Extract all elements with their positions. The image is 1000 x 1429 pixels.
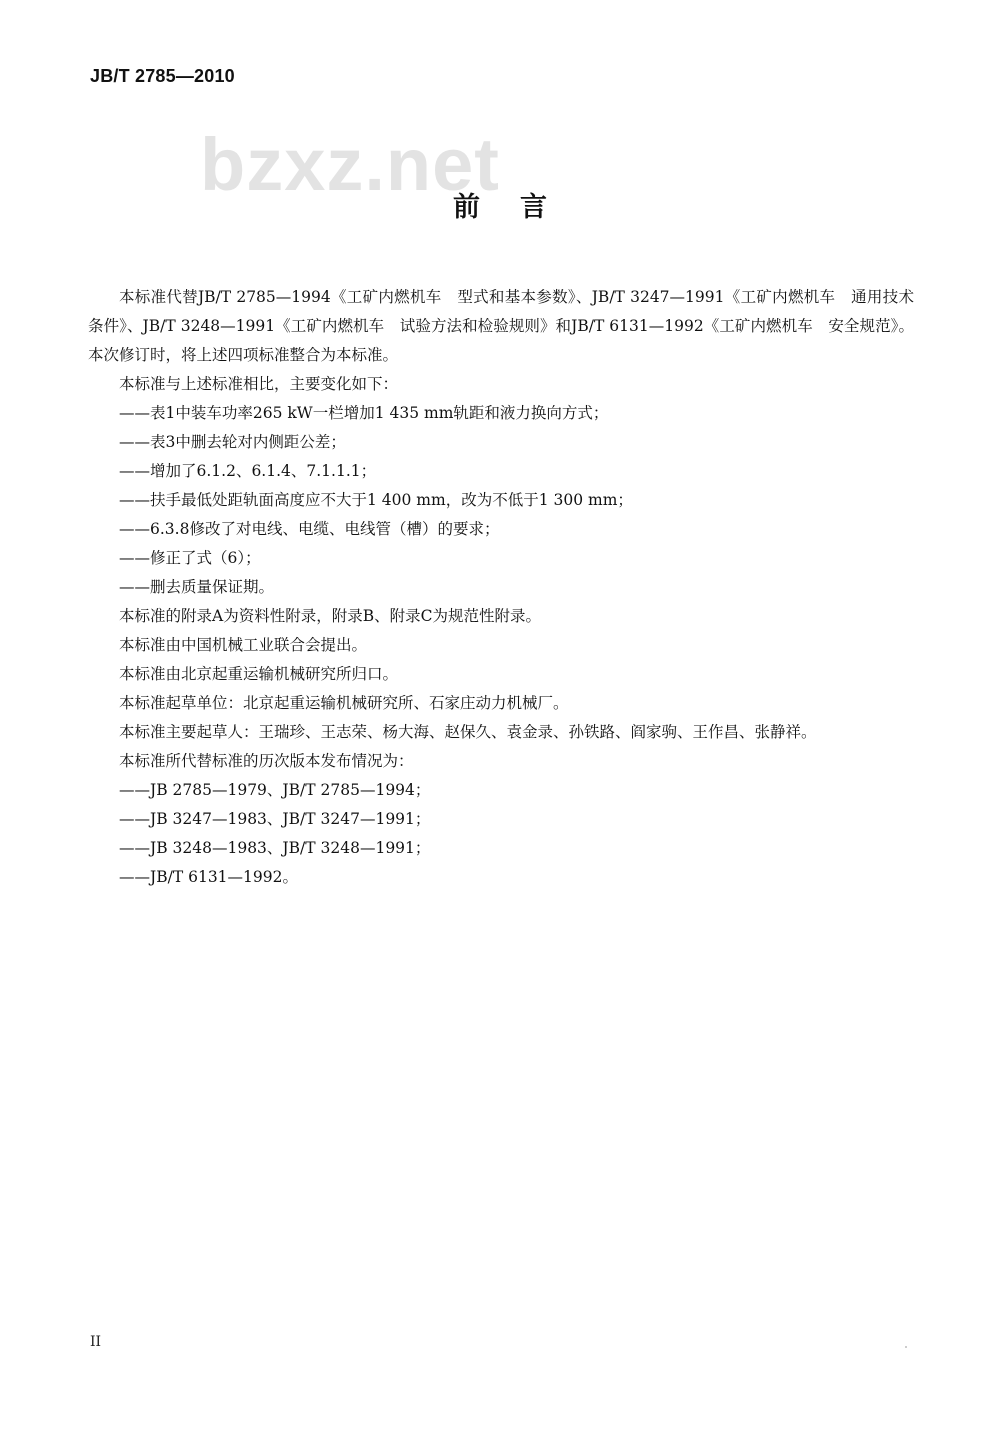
scan-speck	[905, 1346, 907, 1348]
paragraph-proposer: 本标准由中国机械工业联合会提出。	[119, 636, 368, 654]
history-item: ——JB 2785—1979、JB/T 2785—1994；	[119, 781, 431, 799]
watermark-text: bzxz.net	[200, 123, 500, 206]
paragraph-history-intro: 本标准所代替标准的历次版本发布情况为：	[119, 752, 414, 770]
paragraph-drafting-units: 本标准起草单位：北京起重运输机械研究所、石家庄动力机械厂。	[119, 694, 569, 712]
page-title: 前言	[453, 192, 587, 223]
paragraph-drafters: 本标准主要起草人：王瑞珍、王志荣、杨大海、赵保久、袁金录、孙铁路、阎家驹、王作昌、张静祥。	[119, 723, 817, 741]
paragraph-annex: 本标准的附录A为资料性附录，附录B、附录C为规范性附录。	[119, 607, 541, 625]
change-item: ——表1中装车功率265 kW一栏增加1 435 mm轨距和液力换向方式；	[119, 404, 609, 422]
page-number: II	[90, 1334, 102, 1350]
paragraph-administrator: 本标准由北京起重运输机械研究所归口。	[119, 665, 399, 683]
history-item: ——JB/T 6131—1992。	[119, 868, 298, 886]
history-item: ——JB 3248—1983、JB/T 3248—1991；	[119, 839, 431, 857]
change-item: ——表3中删去轮对内侧距公差；	[119, 433, 346, 451]
standard-code: JB/T 2785—2010	[90, 66, 235, 86]
paragraph-replacement: 本标准代替JB/T 2785—1994《工矿内燃机车 型式和基本参数》、JB/T 3247—1991《工矿内燃机车 通用技术条件》、JB/T 3248—1991《工矿内燃机车 试验方法和检验规则》和JB/T 6131—1992《工矿内燃机车 安全规范》。本次修订时，将上述四项标准整合为本标准。	[88, 288, 914, 364]
foreword-body	[88, 283, 914, 892]
change-item: ——增加了6.1.2、6.1.4、7.1.1.1；	[119, 462, 377, 480]
paragraph-changes-intro: 本标准与上述标准相比，主要变化如下：	[119, 375, 399, 393]
change-item: ——扶手最低处距轨面高度应不大于1 400 mm，改为不低于1 300 mm；	[119, 491, 633, 509]
change-item: ——删去质量保证期。	[119, 578, 275, 596]
history-item: ——JB 3247—1983、JB/T 3247—1991；	[119, 810, 431, 828]
change-item: ——修正了式（6）；	[119, 549, 261, 567]
change-item: ——6.3.8修改了对电线、电缆、电线管（槽）的要求；	[119, 520, 500, 538]
